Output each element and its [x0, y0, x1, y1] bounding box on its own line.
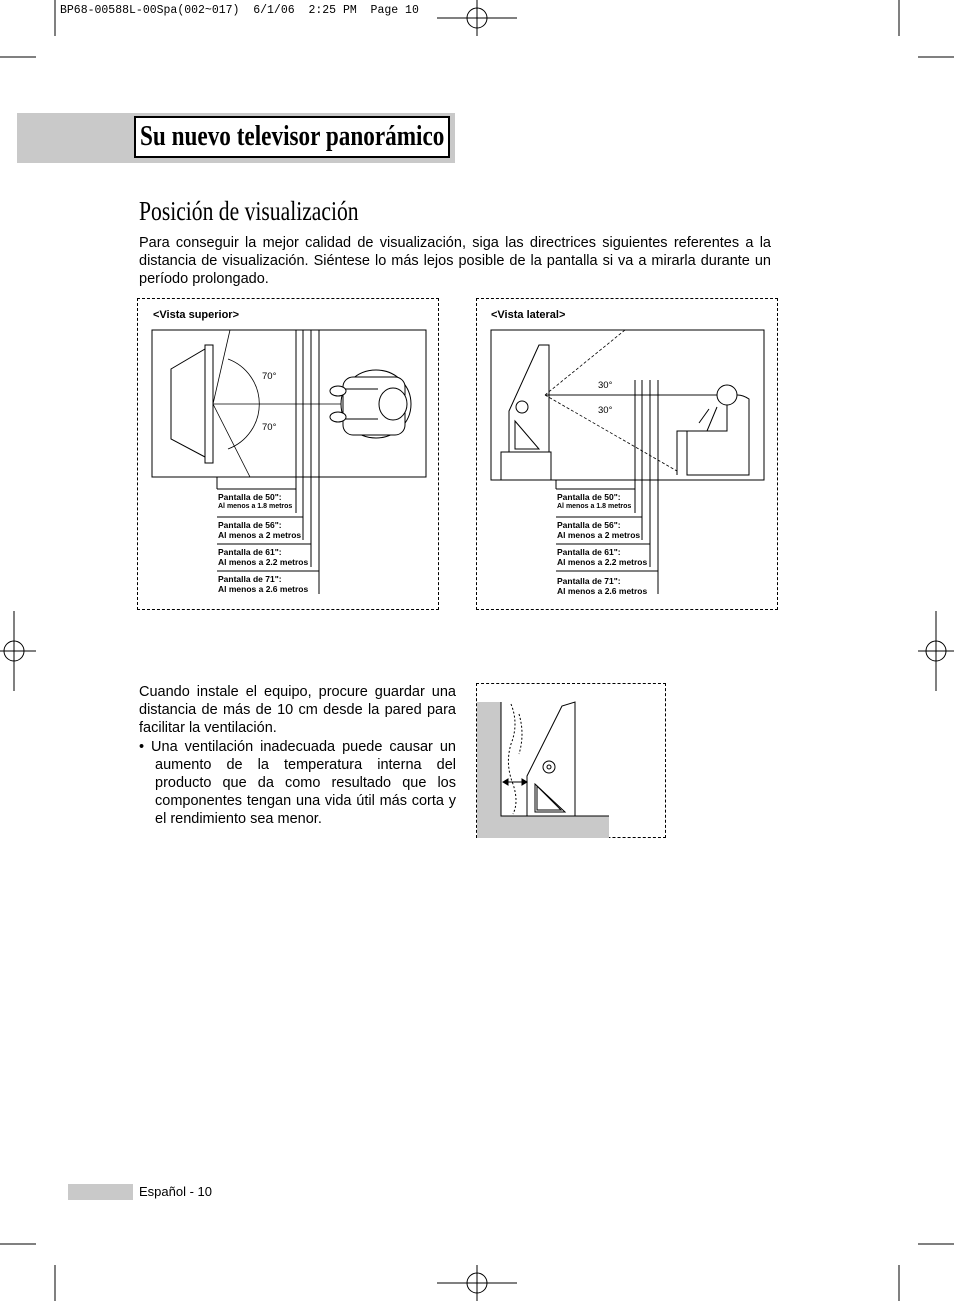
- top-view-angle-top: 70°: [262, 371, 277, 382]
- page-title: Su nuevo televisor panorámico: [140, 120, 445, 152]
- footer-bar: [68, 1184, 133, 1200]
- ventilation-diagram: [476, 683, 666, 838]
- top-view-angle-bottom: 70°: [262, 422, 277, 433]
- top-spec-56: Pantalla de 56": Al menos a 2 metros: [218, 520, 302, 540]
- side-view-angle-top: 30°: [598, 380, 613, 391]
- side-view-diagram: [476, 298, 778, 610]
- ventilation-bullet: • Una ventilación inadecuada puede causar un aumento de la temperatura interna del producto que da como resultado que los componentes tengan una vida útil más corta y el rendimiento sea menor.: [139, 738, 456, 828]
- section-title: Posición de visualización: [139, 196, 359, 226]
- registration-mark-top: [437, 0, 517, 36]
- top-spec-61: Pantalla de 61": Al menos a 2.2 metros: [218, 547, 309, 567]
- side-view-angle-bottom: 30°: [598, 405, 613, 416]
- side-spec-61: Pantalla de 61": Al menos a 2.2 metros: [557, 547, 648, 567]
- top-view-diagram: [137, 298, 439, 610]
- side-spec-71: Pantalla de 71": Al menos a 2.6 metros: [557, 576, 648, 596]
- top-spec-50: Pantalla de 50": Al menos a 1.8 metros: [218, 492, 293, 510]
- side-spec-56: Pantalla de 56": Al menos a 2 metros: [557, 520, 641, 540]
- registration-mark-left: [0, 611, 36, 691]
- print-header: BP68-00588L-00Spa(002~017) 6/1/06 2:25 PM Page 10: [60, 4, 419, 17]
- ventilation-paragraph: Cuando instale el equipo, procure guardar una distancia de más de 10 cm desde la pared para facilitar la ventilación.: [139, 684, 456, 737]
- wall-clearance-illustration: [477, 684, 667, 839]
- ventilation-text: [139, 683, 456, 829]
- top-spec-71: Pantalla de 71": Al menos a 2.6 metros: [218, 574, 309, 594]
- intro-text: Para conseguir la mejor calidad de visualización, siga las directrices siguientes referentes a la distancia de visualización. Siéntese lo más lejos posible de la pantalla si va a mirarla durante un período prolongado.: [139, 235, 771, 287]
- side-spec-50: Pantalla de 50": Al menos a 1.8 metros: [557, 492, 632, 510]
- registration-mark-right: [918, 611, 954, 691]
- registration-mark-bottom: [437, 1265, 517, 1301]
- side-view-label: <Vista lateral>: [491, 309, 566, 321]
- page-number: Español - 10: [139, 1184, 212, 1199]
- top-view-label: <Vista superior>: [153, 309, 240, 321]
